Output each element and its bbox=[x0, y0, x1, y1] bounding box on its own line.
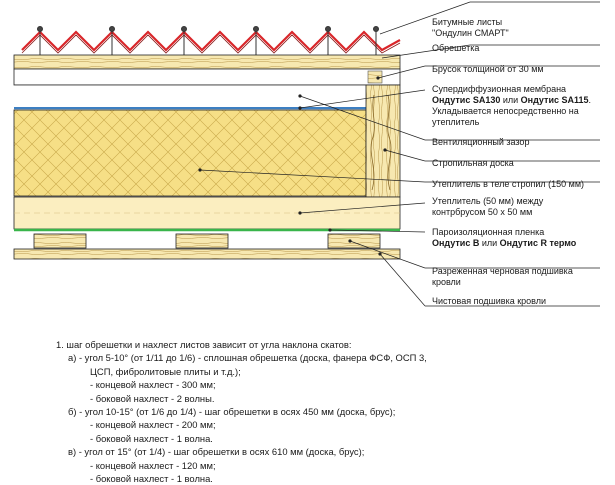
label-finish-sheathing: Чистовая подшивка кровли bbox=[432, 296, 547, 306]
note-line: - концевой нахлест - 120 мм; bbox=[90, 459, 216, 471]
label-vent-gap: Вентиляционный зазор bbox=[432, 137, 530, 147]
note-line: а) - угол 5-10° (от 1/11 до 1/6) - сплошная обрешетка (доска, фанера ФСФ, ОСП 3, bbox=[68, 352, 427, 364]
note-line: - боковой нахлест - 1 волна. bbox=[90, 473, 213, 485]
lathing-board bbox=[14, 55, 400, 69]
label-insulation-150: Утеплитель в теле стропил (150 мм) bbox=[432, 179, 585, 189]
note-line: - боковой нахлест - 2 волны. bbox=[90, 392, 215, 404]
rough-board-3 bbox=[328, 234, 380, 248]
note-line: б) - угол 10-15° (от 1/6 до 1/4) - шаг обрешетки в осях 450 мм (доска, брус); bbox=[68, 406, 396, 418]
note-line: 1. шаг обрешетки и нахлест листов зависит от угла наклона скатов: bbox=[56, 339, 352, 350]
label-lathing: Обрешетка bbox=[432, 43, 480, 53]
bitumen-sheet bbox=[22, 32, 400, 50]
label-vapor-barrier: Пароизоляционная пленка Ондутис В или Ондутис R термо bbox=[432, 227, 577, 248]
note-line: ЦСП, фибролитовые плиты и т.д.); bbox=[90, 365, 241, 377]
label-rough-sheathing: Разреженная черновая подшивка кровли bbox=[432, 266, 573, 287]
note-line: - концевой нахлест - 300 мм; bbox=[90, 379, 216, 391]
counter-batten bbox=[14, 69, 400, 85]
label-rafter: Стропильная доска bbox=[432, 158, 514, 168]
rough-board-2 bbox=[176, 234, 228, 248]
label-insulation-50: Утеплитель (50 мм) между контрбрусом 50 х 50 мм bbox=[432, 196, 544, 217]
label-bitumen: Битумные листы "Ондулин СМАРТ" bbox=[432, 17, 509, 38]
note-line: - концевой нахлест - 200 мм; bbox=[90, 419, 216, 431]
label-membrane: Супердиффузионная мембрана Ондутис SA130 или Ондутис SA115. Укладывается непосредственно на утеплитель bbox=[432, 84, 592, 127]
notes-block bbox=[56, 338, 427, 485]
note-line: в) - угол от 15° (от 1/4) - шаг обрешетки в осях 610 мм (доска, брус); bbox=[68, 446, 365, 458]
finish-sheathing bbox=[14, 249, 400, 259]
note-line: - боковой нахлест - 1 волна. bbox=[90, 432, 213, 444]
rafter-insulation bbox=[14, 110, 366, 196]
label-batten: Брусок толщиной от 30 мм bbox=[432, 64, 544, 74]
rough-board-1 bbox=[34, 234, 86, 248]
